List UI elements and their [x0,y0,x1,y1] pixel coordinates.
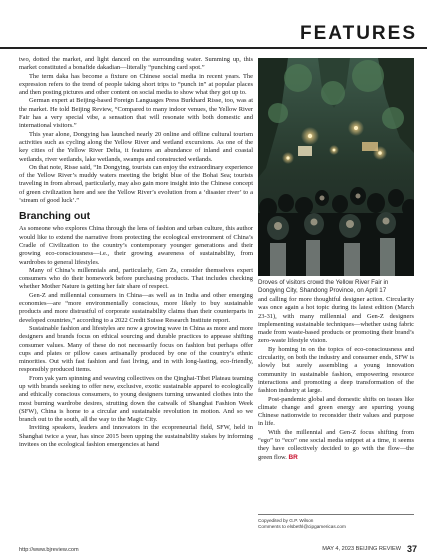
header-rule [0,47,427,49]
paragraph: As someone who explores China through the lens of fashion and urban culture, this author would like to extend the narrative from protecting the ecological environment of China’s Cradle of Civilization to the country’s contemporary younger generations and their growing eco-consciousness—i.e., their growing awareness of sustainability, from wardrobes to general lifestyles. [19,225,253,266]
paragraph: German expert at Beijing-based Foreign Languages Press Burkhard Risse, too, was at the market. He told Beijing Review, “Compared to many indoor venues, the Yellow River Fair has a very special vibe, a sensation that will resonate with both domestic and international visitors.” [19,97,253,130]
paragraph: On that note, Risse said, “In Dongying, tourists can enjoy the extraordinary experience of the Yellow River’s muddy waters meeting the bright blue of the Bohai Sea; tourists traveling in from abroad, particularly, may also gain more insight into the Chinese concept of green civilization here and see the Yellow River’s evolution from a ‘disaster river’ to a ‘stream of good luck’.” [19,163,253,205]
page-number: 37 [406,544,417,554]
footer-url: http://www.bjreview.com [19,547,79,553]
section-subhead: Branching out [19,210,91,223]
paragraph: and calling for more thoughtful designer action. Circularity was once again a hot topic during its latest edition (March 23-31), with many millennial and Gen-Z designers implementing sustainable techniques—whether using fabric made from waste-based products or promoting their brand’s zero-waste lifestyle vision. [258,296,414,345]
paragraph: Inviting speakers, leaders and innovators in the ecopreneurial field, SFW, held in Shanghai twice a year, has since 2015 been upping the sustainability stakes by informing invitees on the ecological fashion emergencies at hand [19,424,253,449]
paragraph: two, dotted the market, and light danced on the surrounding water. Summing up, this market constituted a bonafide dakadian—literally “punching card spot.” [19,56,253,72]
section-title: FEATURES [300,23,417,44]
paragraph: The term daka has become a fixture on Chinese social media in recent years. The expression refers to the trend of people taking short trips to “punch in” at popular places and then posting pictures and other content on social media to show what they got up to. [19,72,253,97]
paragraph: This year alone, Dongying has launched nearly 20 online and offline cultural tourism activities such as cycling along the Yellow River and wetland excursions. As one of the key cities of the Yellow River Delta, it features an abundance of inland and coastal wetlands, river wetlands, lake wetlands, swamps and constructed wetlands. [19,130,253,163]
paragraph [258,429,414,462]
photo-caption: Droves of visitors crowd the Yellow River Fair in Dongying City, Shandong Province, on April 17 [258,279,389,294]
right-column [258,296,414,462]
paragraph: From yak yarn spinning and weaving collectives on the Qinghai-Tibet Plateau teaming up with brands seeking to offer new, exclusive, exotic sustainable apparel to ecologically and ethically conscious consumers, to young designers turning unwanted clothes into the most burning wardrobe desires, strutting down the catwalk of Shanghai Fashion Week (SFW), China is home to a circular and sustainable revolution in motion. And so we branch out to the south, all the way to the Magic City. [19,374,253,424]
paragraph: Sustainable fashion and lifestyles are now a growing wave in China as more and more designers and brands focus on ethical sourcing and durable practices to appease shifting consumer values. Many of these do not necessarily focus on fashion but perhaps offer cups and plates or pillow cases artisanally produced by one of the country’s ethnic minorities. Out with fast fashion and fast living, and in with long-lasting, eco-friendly, responsibly produced items. [19,324,253,374]
credits [258,514,414,530]
crowd-photo [258,58,414,276]
comments-contact: Comments to elsbethl@cipgamericas.com [258,524,346,529]
end-mark: BR [288,453,298,461]
left-column [19,56,253,449]
footer-issue: MAY 4, 2023 BEIJING REVIEW [322,546,401,552]
paragraph: Post-pandemic global and domestic shifts on issues like climate change and green energy are spurring young Chinese nationwide to reconsider their values and purpose in life. [258,395,414,428]
paragraph: Gen-Z and millennial consumers in China—as well as in India and other emerging economies—are “more environmentally conscious, more likely to buy sustainable products and more distrustful of corporate sustainability claims than their counterparts in developed countries,” according to a 2022 Credit Suisse Research Institute report. [19,291,253,324]
closing-text: With the millennial and Gen-Z focus shifting from “ego” to “eco” one social media snippet at a time, it seems they have collectively decided to go with the flow—the green flow. [258,428,414,461]
paragraph: Many of China’s millennials and, particularly, Gen Zs, consider themselves expert consumers who do their homework before purchasing products. That includes checking whether Mother Nature is getting her fair share of respect. [19,266,253,291]
paragraph: By homing in on the topics of eco-consciousness and circularity, on both the industry and consumer ends, SFW is slowly but surely assembling a young innovation community in sustainable fashion, empowering resource interactions and promoting a deep transformation of the fashion industry at large. [258,345,414,395]
copyedit-credit: Copyedited by G.P. Wilson [258,518,314,523]
